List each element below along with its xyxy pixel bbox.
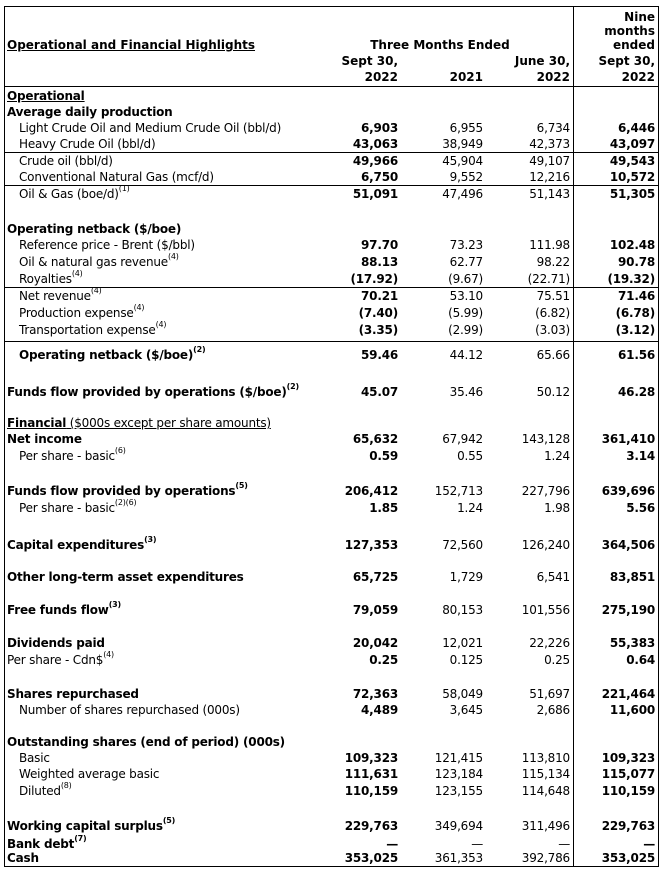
- row-label: Bank debt$^{(7)}$: [7, 834, 87, 851]
- table-row: [5, 734, 658, 750]
- table-row: [5, 500, 658, 516]
- cell-col3: 98.22: [536, 255, 570, 269]
- cell-col1: 20,042: [352, 636, 398, 650]
- cell-col3: 1.98: [544, 501, 570, 515]
- row-label: Transportation expense$^{(4)}$: [19, 320, 167, 337]
- cell-col3: 2,686: [536, 703, 570, 717]
- footnote-ref: (3): [108, 600, 121, 609]
- cell-col2: 0.125: [449, 653, 483, 667]
- cell-col2: 47,496: [442, 187, 483, 201]
- cell-col2: 44.12: [449, 348, 483, 362]
- row-separator: [5, 185, 658, 186]
- cell-col3: 113,810: [521, 751, 570, 765]
- row-label: Outstanding shares (end of period) (000s): [7, 735, 285, 749]
- cell-col2: 58,049: [442, 687, 483, 701]
- cell-col3: 12,216: [529, 170, 570, 184]
- cell-col4: (19.32): [607, 272, 655, 286]
- col3-header-line1: June 30,: [514, 54, 570, 68]
- cell-col4: 90.78: [618, 255, 655, 269]
- row-label: Net revenue$^{(4)}$: [19, 286, 102, 303]
- cell-col1: 72,363: [352, 687, 398, 701]
- table-row: [5, 783, 658, 799]
- cell-col1: 49,966: [352, 154, 398, 168]
- nine-months-line3: ended: [613, 38, 655, 52]
- footnote-ref: (2): [286, 382, 299, 391]
- table-row: [5, 288, 658, 304]
- footnote-ref: (4): [167, 252, 179, 261]
- cell-col2: 1.24: [457, 501, 483, 515]
- cell-col1: 206,412: [344, 484, 398, 498]
- cell-col4: (3.12): [615, 323, 655, 337]
- row-label: Per share - basic$^{(6)}$: [19, 446, 126, 463]
- cell-col4: 102.48: [609, 238, 655, 252]
- cell-col4: 275,190: [601, 603, 655, 617]
- cell-col1: 70.21: [361, 289, 398, 303]
- cell-col1: (3.35): [358, 323, 398, 337]
- cell-col4: 61.56: [618, 348, 655, 362]
- cell-col3: 126,240: [521, 538, 570, 552]
- row-label: Capital expenditures$^{(3)}$: [7, 535, 157, 552]
- cell-col1: 0.25: [369, 653, 398, 667]
- row-label: Dividends paid: [7, 636, 105, 650]
- cell-col4: 10,572: [609, 170, 655, 184]
- cell-col3: 6,541: [536, 570, 570, 584]
- row-label: Other long-term asset expenditures: [7, 570, 244, 584]
- cell-col1: 1.85: [369, 501, 398, 515]
- col3-header-line2: 2022: [536, 70, 570, 84]
- cell-col2: 152,713: [434, 484, 483, 498]
- cell-col1: 43,063: [352, 137, 398, 151]
- row-label: Crude oil (bbl/d): [19, 154, 113, 168]
- cell-col3: 101,556: [521, 603, 570, 617]
- cell-col2: 12,021: [442, 636, 483, 650]
- row-label: Heavy Crude Oil (bbl/d): [19, 137, 156, 151]
- footnote-ref: (4): [90, 286, 102, 295]
- table-row: [5, 186, 658, 202]
- cell-col1: 65,632: [352, 432, 398, 446]
- row-label: Per share - Cdn\$$^{(4)}$: [7, 650, 114, 667]
- footnote-ref: (3): [144, 535, 157, 544]
- cell-col1: 4,489: [361, 703, 398, 717]
- cell-col2: 349,694: [434, 819, 483, 833]
- cell-col3: (3.03): [535, 323, 570, 337]
- table-row: [5, 254, 658, 270]
- cell-col2: 1,729: [449, 570, 483, 584]
- cell-col3: (22.71): [527, 272, 570, 286]
- cell-col1: 6,903: [361, 121, 398, 135]
- col2-header-line2: 2021: [449, 70, 483, 84]
- cell-col2: 80,153: [442, 603, 483, 617]
- cell-col2: 121,415: [434, 751, 483, 765]
- row-label: Funds flow provided by operations ($/boe)$^{(2)}$: [7, 382, 299, 399]
- cell-col2: 123,155: [434, 784, 483, 798]
- table-row: [5, 237, 658, 253]
- table-row: [5, 702, 658, 718]
- highlights-table: [4, 6, 659, 867]
- cell-col2: 3,645: [449, 703, 483, 717]
- row-label: Per share - basic$^{(2)(6)}$: [19, 498, 137, 515]
- cell-col1: 59.46: [361, 348, 398, 362]
- table-row: [5, 602, 658, 618]
- table-row: [5, 431, 658, 447]
- cell-col3: 143,128: [521, 432, 570, 446]
- row-label: Weighted average basic: [19, 767, 160, 781]
- cell-col4: (6.78): [615, 306, 655, 320]
- cell-col2: 38,949: [442, 137, 483, 151]
- table-row: [5, 652, 658, 668]
- table-row: [5, 153, 658, 169]
- cell-col4: 71.46: [618, 289, 655, 303]
- cell-col1: 6,750: [361, 170, 398, 184]
- row-label: Financial ($000s except per share amounts): [7, 416, 271, 430]
- cell-col4: 51,305: [609, 187, 655, 201]
- col1-header-line1: Sept 30,: [341, 54, 398, 68]
- cell-col2: 72,560: [442, 538, 483, 552]
- footnote-ref: (8): [60, 781, 72, 790]
- cell-col2: 9,552: [449, 170, 483, 184]
- cell-col1: 127,353: [344, 538, 398, 552]
- row-label: Free funds flow$^{(3)}$: [7, 600, 121, 617]
- footnote-ref: (2): [193, 345, 206, 354]
- row-label: Net income: [7, 432, 82, 446]
- cell-col1: 79,059: [352, 603, 398, 617]
- cell-col1: (7.40): [358, 306, 398, 320]
- cell-col2: 0.55: [457, 449, 483, 463]
- cell-col2: 6,955: [449, 121, 483, 135]
- table-row: [5, 635, 658, 651]
- cell-col1: —: [386, 837, 398, 851]
- cell-col4: 11,600: [609, 703, 655, 717]
- three-months-header: Three Months Ended: [370, 38, 510, 52]
- footnote-ref: (4): [133, 303, 145, 312]
- col4-header-line2: 2022: [621, 70, 655, 84]
- col1-header-line2: 2022: [364, 70, 398, 84]
- row-separator: [5, 152, 658, 153]
- row-label: Royalties$^{(4)}$: [19, 269, 83, 286]
- cell-col3: (6.82): [535, 306, 570, 320]
- cell-col3: 0.25: [544, 653, 570, 667]
- row-separator: [5, 287, 658, 288]
- cell-col1: 229,763: [344, 819, 398, 833]
- table-row: [5, 766, 658, 782]
- footnote-ref: (1): [118, 184, 130, 193]
- cell-col1: 88.13: [361, 255, 398, 269]
- cell-col4: 46.28: [618, 385, 655, 399]
- table-row: [5, 120, 658, 136]
- cell-col1: 109,323: [344, 751, 398, 765]
- table-row: [5, 104, 658, 120]
- row-label: Basic: [19, 751, 50, 765]
- table-row: [5, 750, 658, 766]
- row-label: Conventional Natural Gas (mcf/d): [19, 170, 214, 184]
- cell-col4: 0.64: [626, 653, 655, 667]
- row-label: Working capital surplus$^{(5)}$: [7, 816, 176, 833]
- cell-col3: 6,734: [536, 121, 570, 135]
- row-separator: [5, 341, 658, 342]
- cell-col2: 67,942: [442, 432, 483, 446]
- cell-col3: 75.51: [536, 289, 570, 303]
- cell-col3: —: [558, 837, 570, 851]
- row-label: Number of shares repurchased (000s): [19, 703, 240, 717]
- cell-col3: 49,107: [529, 154, 570, 168]
- row-label: Operational: [7, 89, 85, 103]
- footnote-ref: (5): [162, 816, 176, 825]
- cell-col2: 123,184: [434, 767, 483, 781]
- table-row: [5, 271, 658, 287]
- footnote-ref: (6): [114, 446, 126, 455]
- table-row: [5, 569, 658, 585]
- cell-col2: (2.99): [448, 323, 483, 337]
- nine-months-line1: Nine: [624, 10, 655, 24]
- cell-col3: 227,796: [521, 484, 570, 498]
- cell-col4: 639,696: [601, 484, 655, 498]
- cell-col4: 364,506: [601, 538, 655, 552]
- cell-col4: 43,097: [609, 137, 655, 151]
- row-label: Operating netback ($/boe)$^{(2)}$: [19, 345, 206, 362]
- cell-col3: 51,697: [529, 687, 570, 701]
- table-row: [5, 818, 658, 834]
- row-label: Funds flow provided by operations$^{(5)}$: [7, 481, 248, 498]
- table-row: [5, 322, 658, 338]
- row-label: Production expense$^{(4)}$: [19, 303, 145, 320]
- table-row: [5, 415, 658, 431]
- cell-col1: 353,025: [344, 851, 398, 865]
- cell-col3: 115,134: [521, 767, 570, 781]
- cell-col3: 1.24: [544, 449, 570, 463]
- cell-col4: —: [643, 837, 655, 851]
- footnote-ref: (7): [74, 834, 87, 843]
- cell-col2: 45,904: [442, 154, 483, 168]
- table-row: [5, 221, 658, 237]
- footnote-ref: (2)(6): [114, 498, 137, 507]
- footnote-ref: (4): [71, 269, 83, 278]
- table-row: [5, 537, 658, 553]
- table-title: Operational and Financial Highlights: [7, 38, 256, 52]
- cell-col1: 97.70: [361, 238, 398, 252]
- footnote-ref: (4): [103, 650, 114, 659]
- table-row: [5, 686, 658, 702]
- table-row: [5, 136, 658, 152]
- table-row: [5, 347, 658, 363]
- table-row: [5, 384, 658, 400]
- table-row: [5, 305, 658, 321]
- cell-col2: 62.77: [449, 255, 483, 269]
- cell-col4: 353,025: [601, 851, 655, 865]
- cell-col3: 114,648: [521, 784, 570, 798]
- cell-col2: 361,353: [434, 851, 483, 865]
- row-label: Operating netback ($/boe): [7, 222, 182, 236]
- cell-col3: 22,226: [529, 636, 570, 650]
- cell-col4: 55,383: [609, 636, 655, 650]
- row-label: Reference price - Brent ($/bbl): [19, 238, 195, 252]
- table-row: [5, 169, 658, 185]
- cell-col3: 50.12: [536, 385, 570, 399]
- footnote-ref: (5): [235, 481, 248, 490]
- row-label: Shares repurchased: [7, 687, 139, 701]
- cell-col1: 51,091: [352, 187, 398, 201]
- cell-col4: 3.14: [626, 449, 655, 463]
- cell-col4: 229,763: [601, 819, 655, 833]
- row-label: Cash: [7, 851, 39, 865]
- cell-col3: 51,143: [529, 187, 570, 201]
- row-label: Oil & natural gas revenue$^{(4)}$: [19, 252, 179, 269]
- cell-col3: 65.66: [536, 348, 570, 362]
- row-label: Diluted$^{(8)}$: [19, 781, 72, 798]
- table-row: [5, 448, 658, 464]
- cell-col2: (5.99): [448, 306, 483, 320]
- cell-col4: 109,323: [601, 751, 655, 765]
- table-row: [5, 483, 658, 499]
- table-row: [5, 850, 658, 866]
- col4-header-line1: Sept 30,: [598, 54, 655, 68]
- cell-col1: 65,725: [352, 570, 398, 584]
- cell-col4: 83,851: [609, 570, 655, 584]
- cell-col2: —: [471, 837, 483, 851]
- cell-col4: 110,159: [601, 784, 655, 798]
- cell-col2: 73.23: [449, 238, 483, 252]
- cell-col2: (9.67): [448, 272, 483, 286]
- cell-col2: 35.46: [449, 385, 483, 399]
- cell-col3: 311,496: [521, 819, 570, 833]
- nine-months-line2: months: [604, 24, 655, 38]
- row-label: Average daily production: [7, 105, 173, 119]
- row-label: Oil & Gas $(boe/d)^{(1)}$: [19, 184, 130, 201]
- row-label: Light Crude Oil and Medium Crude Oil (bbl/d): [19, 121, 282, 135]
- cell-col1: (17.92): [350, 272, 398, 286]
- cell-col4: 221,464: [601, 687, 655, 701]
- cell-col4: 115,077: [601, 767, 655, 781]
- header-rule: [5, 86, 658, 87]
- footnote-ref: (4): [155, 320, 167, 329]
- cell-col4: 5.56: [626, 501, 655, 515]
- cell-col3: 111.98: [529, 238, 570, 252]
- cell-col2: 53.10: [449, 289, 483, 303]
- cell-col4: 49,543: [609, 154, 655, 168]
- cell-col3: 392,786: [521, 851, 570, 865]
- cell-col4: 6,446: [618, 121, 655, 135]
- cell-col1: 111,631: [344, 767, 398, 781]
- cell-col3: 42,373: [529, 137, 570, 151]
- cell-col1: 110,159: [344, 784, 398, 798]
- table-row: [5, 88, 658, 104]
- cell-col1: 0.59: [369, 449, 398, 463]
- cell-col1: 45.07: [361, 385, 398, 399]
- cell-col4: 361,410: [601, 432, 655, 446]
